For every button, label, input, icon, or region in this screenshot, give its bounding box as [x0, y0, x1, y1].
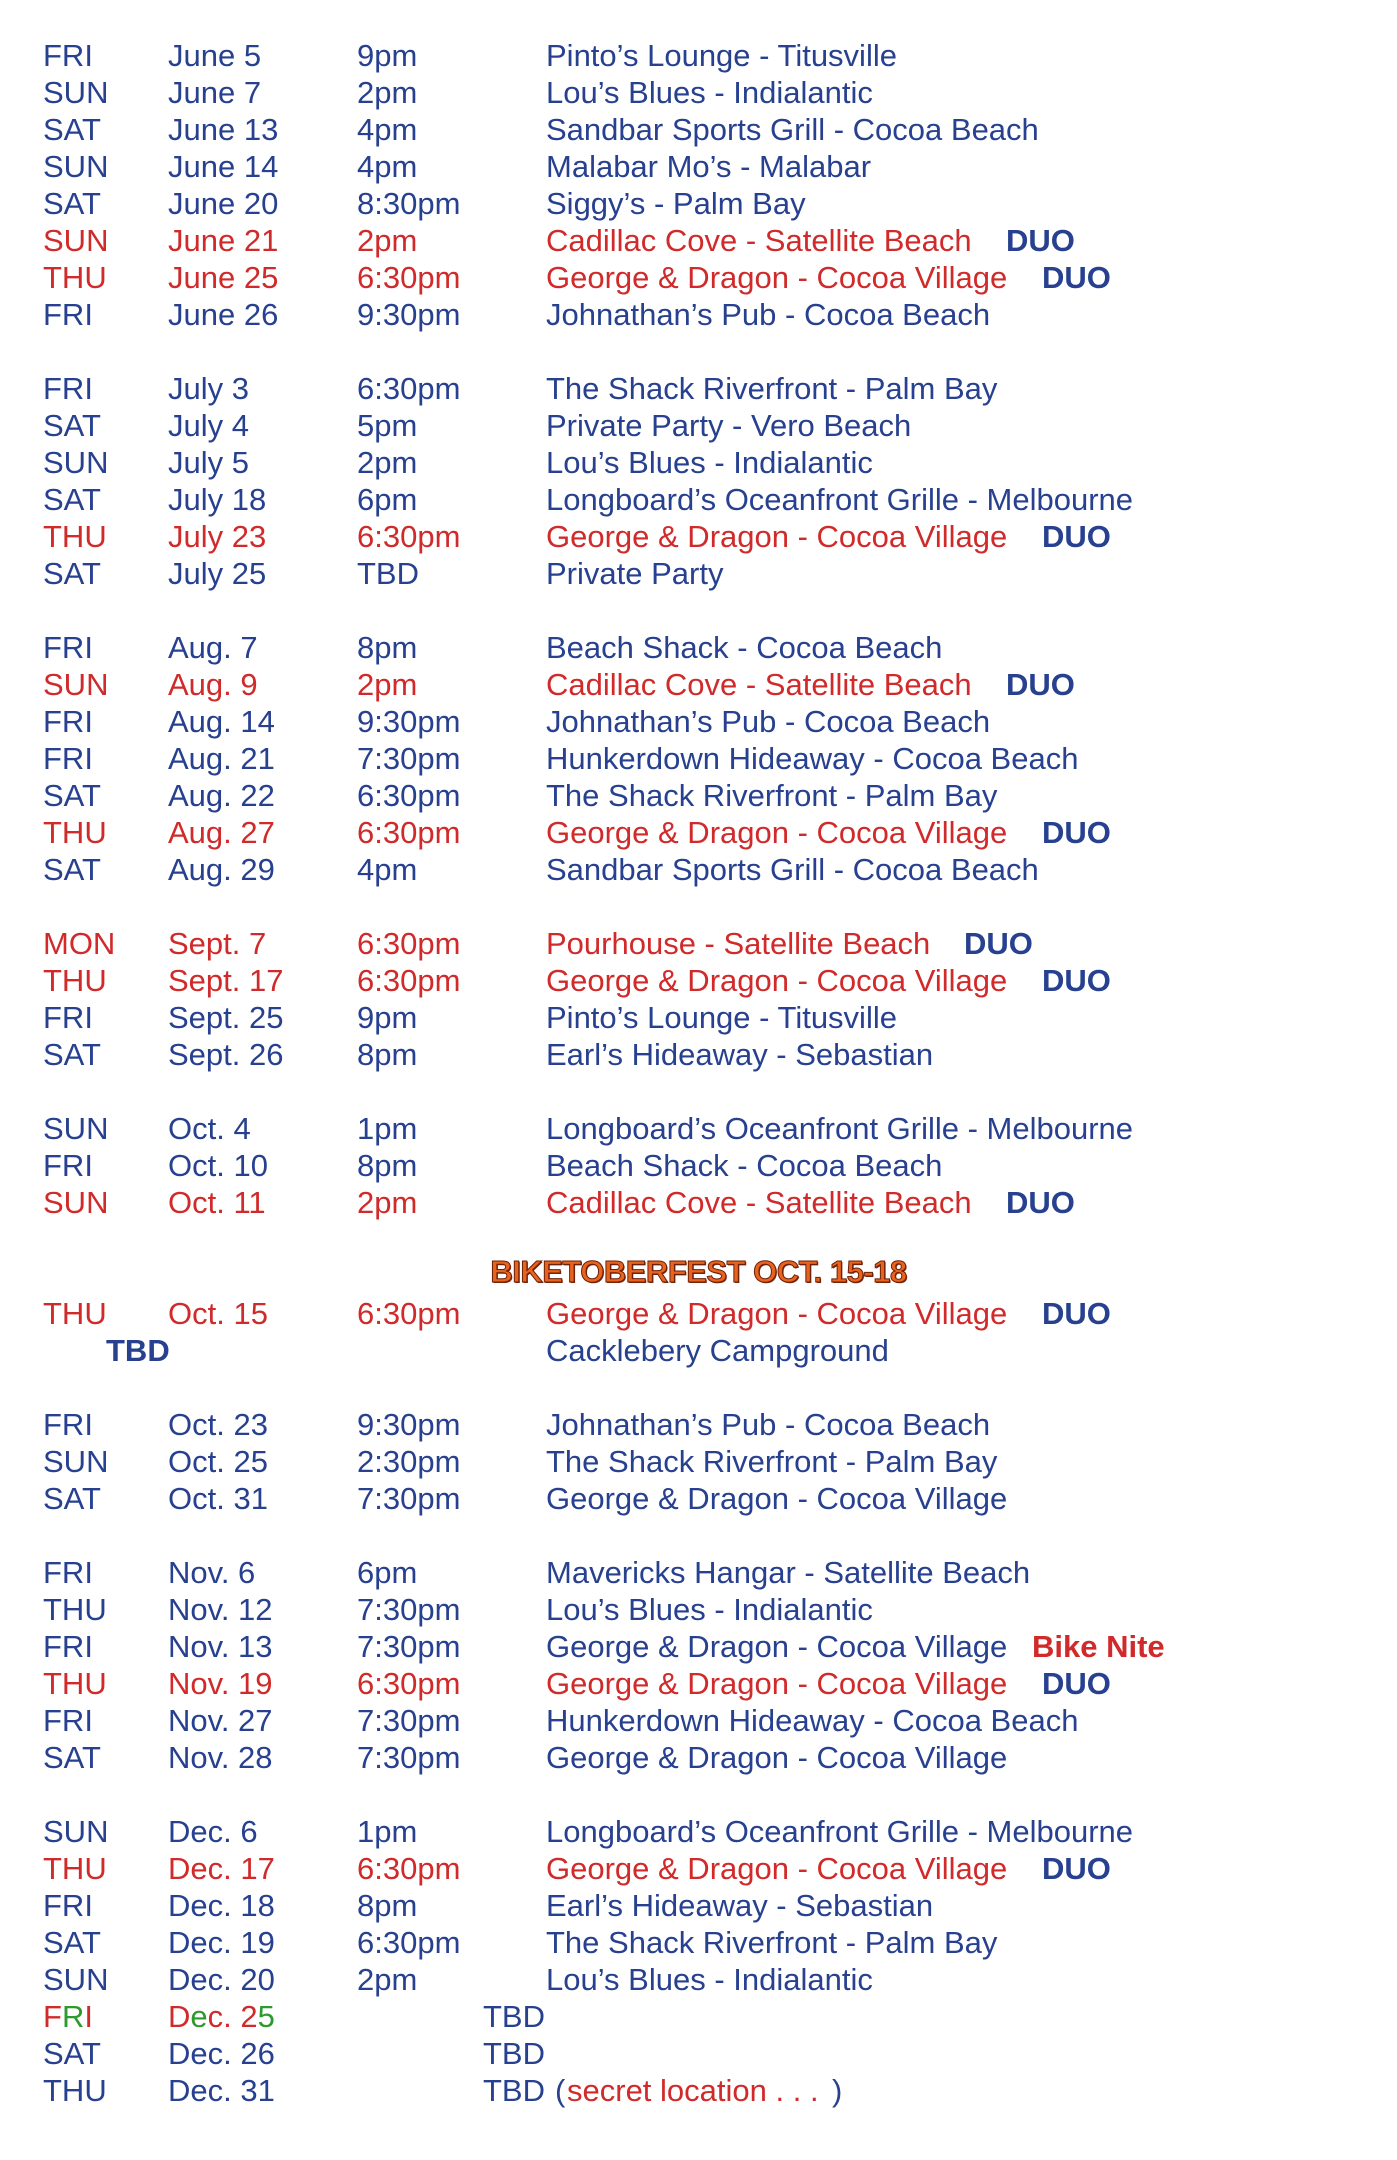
day: FRI [43, 704, 93, 739]
schedule-row [0, 74, 1397, 111]
paren-close: ) [832, 2073, 843, 2108]
day: SAT [43, 1740, 101, 1775]
venue: Lou’s Blues - Indialantic [546, 445, 873, 480]
time: 6pm [357, 1555, 418, 1590]
venue: Lou’s Blues - Indialantic [546, 75, 873, 110]
day: SAT [43, 1925, 101, 1960]
schedule-row [0, 185, 1397, 222]
date: Sept. 17 [168, 963, 284, 998]
day: THU [43, 260, 107, 295]
venue: George & Dragon - Cocoa Village [546, 1296, 1008, 1331]
time: 7:30pm [357, 1592, 461, 1627]
venue: George & Dragon - Cocoa Village [546, 1629, 1008, 1664]
date: Aug. 21 [168, 741, 275, 776]
day: SAT [43, 778, 101, 813]
venue: George & Dragon - Cocoa Village [546, 260, 1008, 295]
date-tbd: TBD [106, 1333, 170, 1368]
schedule-row [0, 518, 1397, 555]
day: FRI [43, 1999, 93, 2034]
day: FRI [43, 297, 93, 332]
venue: Lou’s Blues - Indialantic [546, 1592, 873, 1627]
venue: George & Dragon - Cocoa Village [546, 1851, 1008, 1886]
venue: Pinto’s Lounge - Titusville [546, 1000, 897, 1035]
schedule-row [0, 999, 1397, 1036]
duo-tag: DUO [1042, 1296, 1111, 1331]
schedule-row [0, 370, 1397, 407]
date: June 14 [168, 149, 279, 184]
day: SUN [43, 75, 109, 110]
schedule-row [0, 2072, 1397, 2109]
time: 1pm [357, 1814, 418, 1849]
venue: Longboard’s Oceanfront Grille - Melbourne [546, 482, 1134, 517]
day: FRI [43, 741, 93, 776]
date: July 18 [168, 482, 267, 517]
date: Oct. 23 [168, 1407, 268, 1442]
duo-tag: DUO [1042, 963, 1111, 998]
time: 9:30pm [357, 704, 461, 739]
schedule-row [0, 777, 1397, 814]
time: 7:30pm [357, 1740, 461, 1775]
time: 8pm [357, 630, 418, 665]
schedule-row [0, 296, 1397, 333]
date: Aug. 22 [168, 778, 275, 813]
venue: Beach Shack - Cocoa Beach [546, 630, 943, 665]
venue: George & Dragon - Cocoa Village [546, 1481, 1008, 1516]
venue: Sandbar Sports Grill - Cocoa Beach [546, 112, 1039, 147]
time: 7:30pm [357, 1481, 461, 1516]
date: Sept. 7 [168, 926, 267, 961]
date: Nov. 12 [168, 1592, 273, 1627]
date: July 3 [168, 371, 249, 406]
date: Nov. 13 [168, 1629, 273, 1664]
time: 6:30pm [357, 1666, 461, 1701]
venue: Siggy’s - Palm Bay [546, 186, 806, 221]
time: 4pm [357, 112, 418, 147]
time: 6:30pm [357, 963, 461, 998]
venue: TBD [483, 2036, 545, 2071]
duo-tag: DUO [1042, 1851, 1111, 1886]
day: THU [43, 815, 107, 850]
venue: Cadillac Cove - Satellite Beach [546, 223, 972, 258]
day: SUN [43, 445, 109, 480]
day: SUN [43, 149, 109, 184]
day: THU [43, 2073, 107, 2108]
venue: Malabar Mo’s - Malabar [546, 149, 872, 184]
date: July 4 [168, 408, 249, 443]
date: Oct. 15 [168, 1296, 268, 1331]
time: 9:30pm [357, 1407, 461, 1442]
schedule-row [0, 1961, 1397, 1998]
schedule-row [0, 740, 1397, 777]
day: FRI [43, 1555, 93, 1590]
day: THU [43, 1592, 107, 1627]
date: June 5 [168, 38, 262, 73]
venue: Private Party [546, 556, 724, 591]
time: 6:30pm [357, 1296, 461, 1331]
venue: Sandbar Sports Grill - Cocoa Beach [546, 852, 1039, 887]
day: MON [43, 926, 116, 961]
date: June 25 [168, 260, 279, 295]
day: SUN [43, 667, 109, 702]
day: SUN [43, 223, 109, 258]
schedule-row [0, 925, 1397, 962]
time: 7:30pm [357, 1703, 461, 1738]
date: Oct. 10 [168, 1148, 268, 1183]
day: THU [43, 1666, 107, 1701]
day: THU [43, 519, 107, 554]
schedule-row [0, 148, 1397, 185]
date: Nov. 6 [168, 1555, 256, 1590]
time: TBD [357, 556, 419, 591]
date: July 5 [168, 445, 249, 480]
schedule-row [0, 1480, 1397, 1517]
biketoberfest-banner: BIKETOBERFEST OCT. 15-18 [490, 1254, 907, 1289]
schedule-row [0, 2035, 1397, 2072]
venue: TBD [483, 2073, 545, 2108]
venue: Beach Shack - Cocoa Beach [546, 1148, 943, 1183]
schedule-row [0, 259, 1397, 296]
date: June 7 [168, 75, 262, 110]
day: SUN [43, 1444, 109, 1479]
time: 6:30pm [357, 1925, 461, 1960]
venue: Hunkerdown Hideaway - Cocoa Beach [546, 741, 1079, 776]
time: 5pm [357, 408, 418, 443]
day: SAT [43, 2036, 101, 2071]
day: SAT [43, 1481, 101, 1516]
schedule-row [0, 37, 1397, 74]
day: SUN [43, 1962, 109, 1997]
schedule-row [0, 1702, 1397, 1739]
time: 2pm [357, 75, 418, 110]
day: FRI [43, 1000, 93, 1035]
schedule-row [0, 1184, 1397, 1221]
day: FRI [43, 1407, 93, 1442]
date: June 26 [168, 297, 279, 332]
time: 4pm [357, 149, 418, 184]
venue: Johnathan’s Pub - Cocoa Beach [546, 297, 991, 332]
day: FRI [43, 1148, 93, 1183]
schedule-row [0, 1628, 1397, 1665]
time: 8pm [357, 1148, 418, 1183]
day: SAT [43, 556, 101, 591]
day: SUN [43, 1814, 109, 1849]
venue: George & Dragon - Cocoa Village [546, 519, 1008, 554]
time: 2pm [357, 1185, 418, 1220]
time: 6:30pm [357, 778, 461, 813]
time: 2pm [357, 445, 418, 480]
schedule-row [0, 1332, 1397, 1369]
schedule-row [0, 814, 1397, 851]
date: Oct. 31 [168, 1481, 268, 1516]
day: SUN [43, 1111, 109, 1146]
schedule-row [0, 481, 1397, 518]
schedule-row [0, 629, 1397, 666]
venue: Johnathan’s Pub - Cocoa Beach [546, 704, 991, 739]
schedule-row [0, 1850, 1397, 1887]
day: SAT [43, 852, 101, 887]
date: June 21 [168, 223, 279, 258]
schedule-row [0, 666, 1397, 703]
venue: Pinto’s Lounge - Titusville [546, 38, 897, 73]
day: SAT [43, 112, 101, 147]
day: FRI [43, 1629, 93, 1664]
schedule-row [0, 1036, 1397, 1073]
date: Aug. 27 [168, 815, 275, 850]
schedule-row [0, 111, 1397, 148]
date: Nov. 27 [168, 1703, 273, 1738]
date: July 23 [168, 519, 267, 554]
schedule-row [0, 555, 1397, 592]
schedule-row [0, 1295, 1397, 1332]
time: 6:30pm [357, 1851, 461, 1886]
time: 6:30pm [357, 260, 461, 295]
time: 4pm [357, 852, 418, 887]
duo-tag: DUO [1006, 223, 1075, 258]
time: 9pm [357, 38, 418, 73]
schedule-row [0, 444, 1397, 481]
day: FRI [43, 1888, 93, 1923]
duo-tag: DUO [1042, 815, 1111, 850]
schedule-row [0, 1406, 1397, 1443]
schedule-row [0, 1924, 1397, 1961]
date: Aug. 14 [168, 704, 275, 739]
schedule-row [0, 1665, 1397, 1702]
date: Dec. 25 [168, 1999, 275, 2034]
venue: Lou’s Blues - Indialantic [546, 1962, 873, 1997]
bike-nite-tag: Bike Nite [1032, 1629, 1165, 1664]
time: 2pm [357, 1962, 418, 1997]
venue: Hunkerdown Hideaway - Cocoa Beach [546, 1703, 1079, 1738]
duo-tag: DUO [1006, 667, 1075, 702]
venue: The Shack Riverfront - Palm Bay [546, 1925, 998, 1960]
day: SAT [43, 1037, 101, 1072]
duo-tag: DUO [1006, 1185, 1075, 1220]
time: 6:30pm [357, 519, 461, 554]
day: SAT [43, 482, 101, 517]
time: 2pm [357, 223, 418, 258]
day: FRI [43, 38, 93, 73]
time: 6:30pm [357, 371, 461, 406]
date: Dec. 19 [168, 1925, 275, 1960]
schedule-row [0, 1110, 1397, 1147]
schedule-row [0, 1591, 1397, 1628]
venue: The Shack Riverfront - Palm Bay [546, 1444, 998, 1479]
date: July 25 [168, 556, 267, 591]
date: Dec. 20 [168, 1962, 275, 1997]
time: 6:30pm [357, 926, 461, 961]
time: 8pm [357, 1037, 418, 1072]
time: 2:30pm [357, 1444, 461, 1479]
day: THU [43, 963, 107, 998]
venue: The Shack Riverfront - Palm Bay [546, 371, 998, 406]
venue: Pourhouse - Satellite Beach [546, 926, 931, 961]
duo-tag: DUO [1042, 1666, 1111, 1701]
venue: George & Dragon - Cocoa Village [546, 963, 1008, 998]
schedule-row [0, 1998, 1397, 2035]
venue: Cadillac Cove - Satellite Beach [546, 1185, 972, 1220]
venue: Cacklebery Campground [546, 1333, 889, 1368]
schedule-row [0, 1813, 1397, 1850]
venue: Mavericks Hangar - Satellite Beach [546, 1555, 1031, 1590]
date: Dec. 31 [168, 2073, 275, 2108]
time: 6:30pm [357, 815, 461, 850]
venue: TBD [483, 1999, 545, 2034]
day: FRI [43, 371, 93, 406]
date: Dec. 6 [168, 1814, 258, 1849]
date: Aug. 9 [168, 667, 258, 702]
date: Dec. 18 [168, 1888, 275, 1923]
venue: Cadillac Cove - Satellite Beach [546, 667, 972, 702]
date: Nov. 28 [168, 1740, 273, 1775]
date: June 13 [168, 112, 279, 147]
paren-open: ( [555, 2073, 566, 2108]
date: Dec. 17 [168, 1851, 275, 1886]
schedule-row [0, 703, 1397, 740]
day: SAT [43, 186, 101, 221]
day: FRI [43, 1703, 93, 1738]
time: 8:30pm [357, 186, 461, 221]
venue: Longboard’s Oceanfront Grille - Melbourne [546, 1111, 1134, 1146]
day: THU [43, 1851, 107, 1886]
schedule-row [0, 851, 1397, 888]
day: FRI [43, 630, 93, 665]
schedule-row [0, 1147, 1397, 1184]
location-note: secret location . . . [567, 2073, 819, 2108]
schedule-row [0, 1887, 1397, 1924]
duo-tag: DUO [964, 926, 1033, 961]
date: Sept. 26 [168, 1037, 284, 1072]
venue: George & Dragon - Cocoa Village [546, 815, 1008, 850]
day: SAT [43, 408, 101, 443]
date: Oct. 11 [168, 1185, 266, 1220]
venue: The Shack Riverfront - Palm Bay [546, 778, 998, 813]
duo-tag: DUO [1042, 260, 1111, 295]
date: Oct. 4 [168, 1111, 251, 1146]
schedule-row [0, 222, 1397, 259]
date: Aug. 7 [168, 630, 258, 665]
venue: George & Dragon - Cocoa Village [546, 1740, 1008, 1775]
date: Dec. 26 [168, 2036, 275, 2071]
schedule-row [0, 962, 1397, 999]
time: 8pm [357, 1888, 418, 1923]
date: Nov. 19 [168, 1666, 273, 1701]
date: Sept. 25 [168, 1000, 284, 1035]
day: THU [43, 1296, 107, 1331]
schedule-row [0, 1739, 1397, 1776]
time: 7:30pm [357, 741, 461, 776]
schedule-row [0, 1554, 1397, 1591]
venue: Earl’s Hideaway - Sebastian [546, 1888, 934, 1923]
venue: Longboard’s Oceanfront Grille - Melbourne [546, 1814, 1134, 1849]
date: Aug. 29 [168, 852, 275, 887]
venue: Private Party - Vero Beach [546, 408, 912, 443]
time: 9pm [357, 1000, 418, 1035]
date: Oct. 25 [168, 1444, 268, 1479]
venue: Earl’s Hideaway - Sebastian [546, 1037, 934, 1072]
time: 7:30pm [357, 1629, 461, 1664]
duo-tag: DUO [1042, 519, 1111, 554]
venue: Johnathan’s Pub - Cocoa Beach [546, 1407, 991, 1442]
schedule-row [0, 1443, 1397, 1480]
day: SUN [43, 1185, 109, 1220]
time: 2pm [357, 667, 418, 702]
time: 6pm [357, 482, 418, 517]
time: 9:30pm [357, 297, 461, 332]
schedule-row [0, 407, 1397, 444]
venue: George & Dragon - Cocoa Village [546, 1666, 1008, 1701]
time: 1pm [357, 1111, 418, 1146]
date: June 20 [168, 186, 279, 221]
